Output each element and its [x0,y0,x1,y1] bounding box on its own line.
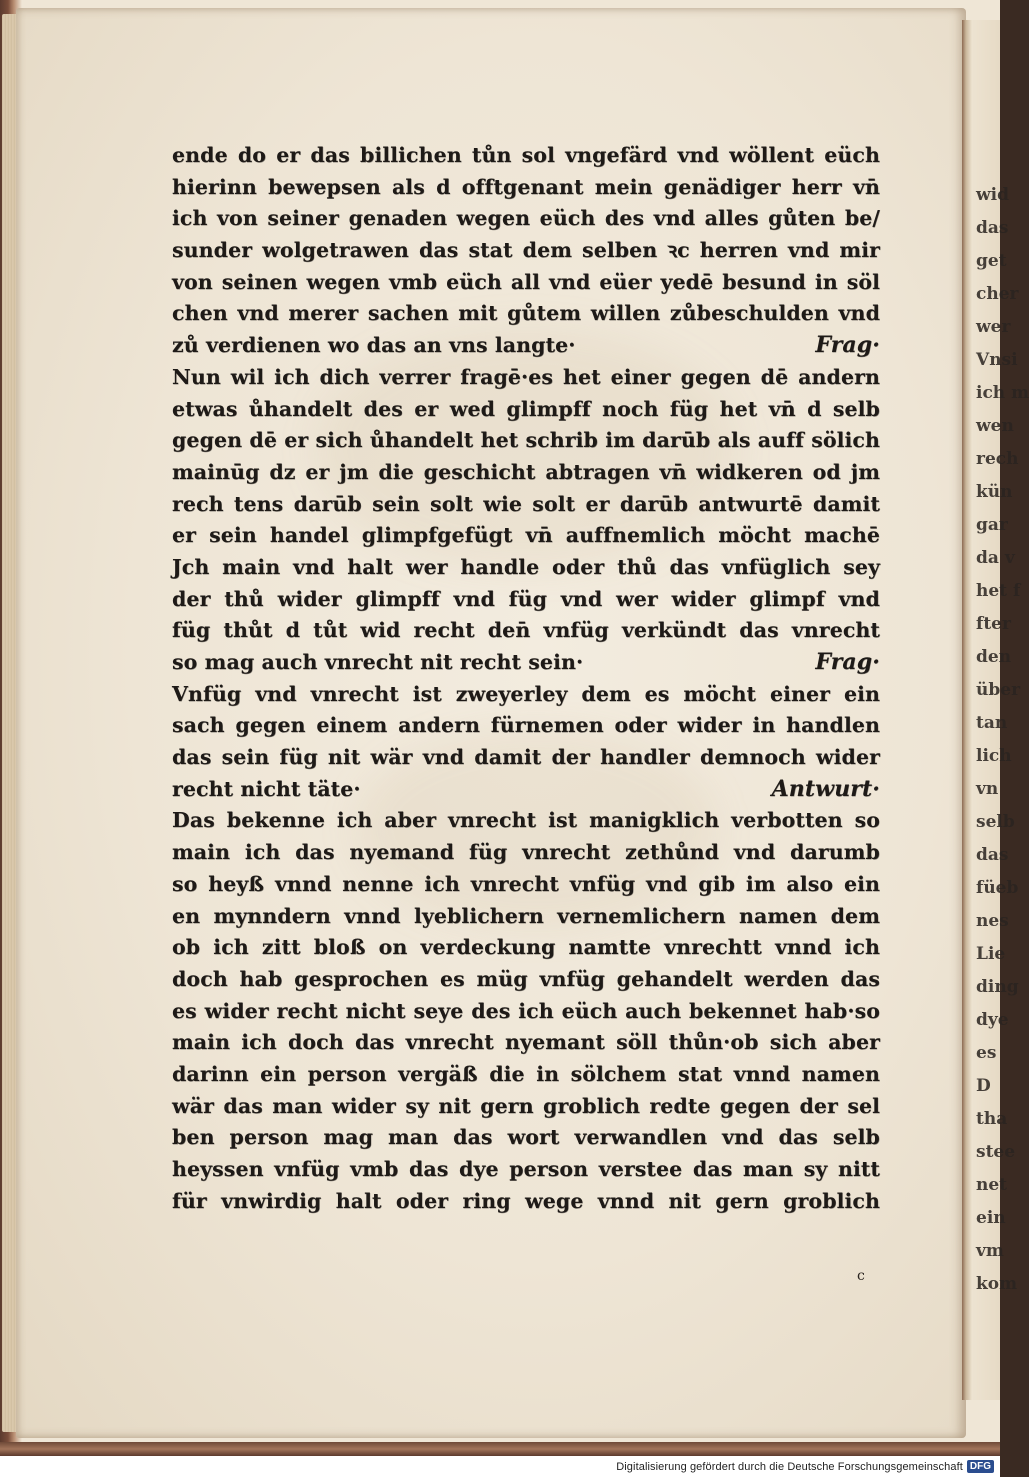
next-page-fragment: ding [976,977,1019,997]
next-page-fragment: nes [976,911,1009,931]
binding-strip [0,1442,1000,1456]
text-line: gegen dē er sich ůhandelt het schrib im darūb als auff sölich [172,428,880,453]
text-line-content: so mag auch vnrecht nit recht sein· [172,650,584,674]
text-line: es wider recht nicht seye des ich eüch auch bekennet hab·so [172,998,880,1023]
next-page-fragment: vm [976,1241,1004,1261]
next-page-fragment: das [976,845,1009,865]
text-line: rech tens darūb sein solt wie solt er darūb antwurtē damit [172,491,880,516]
next-page-fragment: get [976,251,1007,271]
text-line: chen vnd merer sachen mit gůtem willen zůbeschulden vnd [172,301,880,326]
next-page-fragment: D [976,1076,991,1096]
text-line: ob ich zitt bloß on verdeckung namtte vnrechtt vnnd ich [172,935,880,960]
text-line [172,774,880,806]
next-page-fragment: vn [976,779,999,799]
text-line: Jch main vnd halt wer handle oder thů das vnfüglich sey [172,554,880,579]
next-page-fragment: Vnsi [976,350,1018,370]
text-line: heyssen vnfüg vmb das dye person verstee das man sy nitt [172,1157,880,1181]
next-page-fragment: cher [976,284,1019,304]
next-page-fragment: über [976,680,1021,700]
next-page-fragment: kün [976,482,1013,502]
next-page-fragment: Lie [976,944,1006,964]
next-page-fragment: selb [976,812,1015,832]
next-page-fragment: wid [976,185,1009,205]
next-page-fragment: stee [976,1142,1016,1162]
text-line: er sein handel glimpfgefügt vn̄ auffnemlich möcht machē [172,523,880,548]
next-page-fragment: gar [976,515,1008,535]
text-line: so heyß vnnd nenne ich vnrecht vnfüg vnd gib im also ein [172,871,880,896]
text-line: ende do er das billichen tůn sol vngefärd vnd wöllent eüch [172,143,880,167]
next-page-fragment: das [976,218,1009,238]
text-line-content: recht nicht täte· [172,776,361,801]
text-line-content: zů verdienen wo das an vns langte· [172,333,576,358]
next-page-fragment: kom [976,1274,1018,1294]
text-line: en mynndern vnnd lyeblichern vernemlichern namen dem [172,903,880,928]
rubric-heading: Frag· [815,332,880,359]
text-line: füg thůt d tůt wid recht den̄ vnfüg verkündt das vnrecht [172,618,880,643]
rubric-heading: Antwurt· [771,775,880,802]
next-page-fragment: rech [976,449,1019,469]
text-line: für vnwirdig halt oder ring wege vnnd nit gern groblich [172,1188,880,1213]
next-page-fragment: füeb [976,878,1019,898]
next-page-fragment: fter [976,614,1011,634]
next-page-fragment: tha [976,1109,1008,1129]
next-page-fragment: ein [976,1208,1006,1228]
text-line [172,647,880,679]
text-line: sunder wolgetrawen das stat dem selben ꝛc herren vnd mir [172,238,880,263]
main-text-block [172,140,880,1217]
digitization-footer [0,1456,1000,1477]
next-page-fragment: net [976,1175,1008,1195]
text-line: der thů wider glimpff vnd füg vnd wer wider glimpf vnd [172,586,880,611]
footer-credit: Digitalisierung gefördert durch die Deutsche Forschungsgemeinschaft [616,1460,963,1473]
text-line: Vnfüg vnd vnrecht ist zweyerley dem es möcht einer ein [172,681,880,706]
text-line: ich von seiner genaden wegen eüch des vnd alles gůten be/ [172,206,880,231]
text-line: von seinen wegen vmb eüch all vnd eüer yedē besund in söl [172,269,880,294]
text-line: wär das man wider sy nit gern groblich redte gegen der sel [172,1093,880,1118]
text-line: doch hab gesprochen es müg vnfüg gehandelt werden das [172,966,880,991]
text-line: mainūg dz er jm die geschicht abtragen vn̄ widkeren od jm [172,459,880,484]
text-line: etwas ůhandelt des er wed glimpff noch füg het vn̄ d selb [172,396,880,421]
next-page-fragment: wen [976,416,1014,436]
next-page-fragment: dye [976,1010,1009,1030]
text-line: sach gegen einem andern fürnemen oder wider in handlen [172,713,880,738]
next-page-fragment: da v [976,548,1015,568]
text-line: das sein füg nit wär vnd damit der handler demnoch wider [172,745,880,770]
text-line: main ich doch das vnrecht nyemant söll thůn·ob sich aber [172,1030,880,1055]
next-page-fragment: den [976,647,1012,667]
signature-mark: c [857,1268,865,1284]
rubric-heading: Frag· [815,649,880,675]
next-page-fragment: wer [976,317,1011,337]
text-line: main ich das nyemand füg vnrecht zethůnd vnd darumb [172,840,880,865]
next-page-fragment: ich m [976,383,1029,403]
next-page-fragment: lich [976,746,1012,766]
text-line [172,330,880,362]
next-page-fragment: tan [976,713,1008,733]
text-line: darinn ein person vergäß die in sölchem stat vnnd namen [172,1061,880,1086]
text-line: ben person mag man das wort verwandlen vnd das selb [172,1125,880,1150]
text-line: hierinn bewepsen als d offtgenant mein genädiger herr vn̄ [172,174,880,199]
next-page-fragment: es [976,1043,997,1063]
text-line: Nun wil ich dich verrer fragē·es het einer gegen dē andern [172,364,880,389]
next-page-fragment: het f [976,581,1021,601]
text-line: Das bekenne ich aber vnrecht ist manigklich verbotten so [172,808,880,833]
dfg-logo: DFG [967,1460,994,1473]
next-page-edge [962,20,1029,1400]
